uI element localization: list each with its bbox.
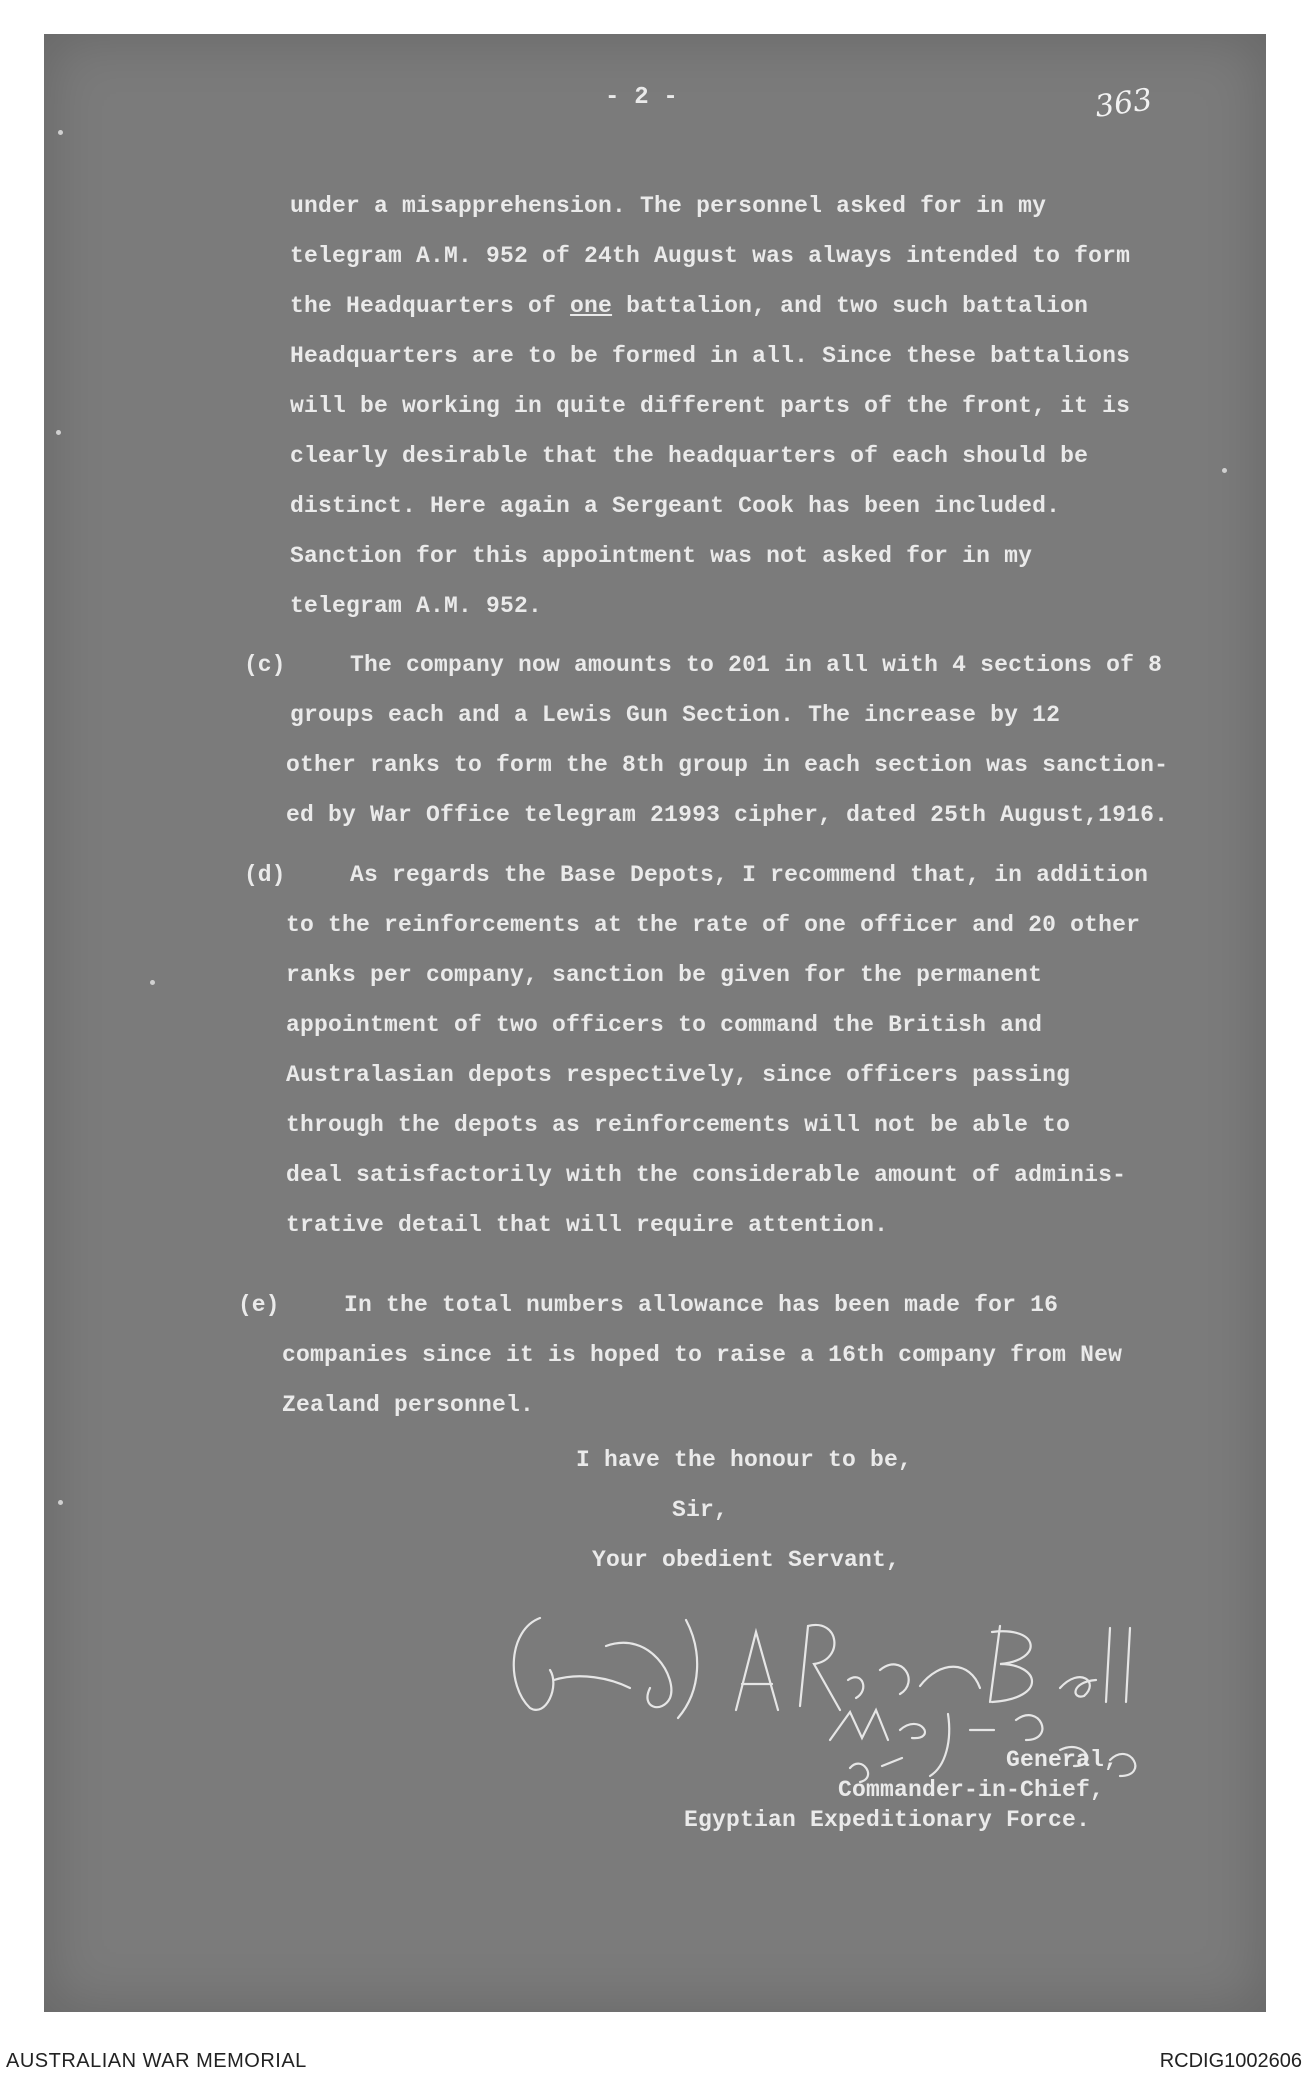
closing-honour: I have the honour to be, xyxy=(576,1447,913,1473)
page-number: - 2 - xyxy=(605,84,679,111)
text-line: telegram A.M. 952 of 24th August was always intended to form xyxy=(290,243,1131,269)
text-line: through the depots as reinforcements will not be able to xyxy=(286,1112,1071,1138)
text-line: under a misapprehension. The personnel asked for in my xyxy=(290,193,1047,219)
text-line: to the reinforcements at the rate of one officer and 20 other xyxy=(286,912,1141,938)
text-line: clearly desirable that the headquarters of each should be xyxy=(290,443,1089,469)
text-line: Zealand personnel. xyxy=(282,1392,535,1418)
text-line: trative detail that will require attention. xyxy=(286,1212,889,1238)
text-line: telegram A.M. 952. xyxy=(290,593,543,619)
signature-text-sgd: (Sgd) xyxy=(560,1596,564,1597)
text-line: appointment of two officers to command the British and xyxy=(286,1012,1043,1038)
footer-institution: AUSTRALIAN WAR MEMORIAL xyxy=(6,2050,307,2072)
paper-speck xyxy=(150,980,155,985)
text-line: Australasian depots respectively, since officers passing xyxy=(286,1062,1071,1088)
text-line: As regards the Base Depots, I recommend that, in addition xyxy=(350,862,1149,888)
text-line: companies since it is hoped to raise a 16th company from New xyxy=(282,1342,1123,1368)
text-line: The company now amounts to 201 in all with 4 sections of 8 xyxy=(350,652,1163,678)
text-line: groups each and a Lewis Gun Section. The increase by 12 xyxy=(290,702,1061,728)
text-line: Sanction for this appointment was not asked for in my xyxy=(290,543,1033,569)
text-line: the Headquarters of one battalion, and two such battalion xyxy=(290,293,1089,319)
text-line: ranks per company, sanction be given for the permanent xyxy=(286,962,1043,988)
text-line: ed by War Office telegram 21993 cipher, dated 25th August,1916. xyxy=(286,802,1169,828)
signature-title-eef: Egyptian Expeditionary Force. xyxy=(684,1807,1091,1833)
signature-title-cic: Commander-in-Chief, xyxy=(838,1777,1105,1803)
paper-speck xyxy=(1222,468,1227,473)
text-line: Headquarters are to be formed in all. Since these battalions xyxy=(290,343,1131,369)
underlined-word: one xyxy=(570,293,613,319)
text-line: distinct. Here again a Sergeant Cook has been included. xyxy=(290,493,1061,519)
signature-title-general: General, xyxy=(1006,1747,1119,1773)
closing-servant: Your obedient Servant, xyxy=(592,1547,901,1573)
paper-speck xyxy=(56,430,61,435)
paragraph-marker-c: (c) xyxy=(244,652,286,678)
text-line: will be working in quite different parts of the front, it is xyxy=(290,393,1131,419)
footer-record-id: RCDIG1002606 xyxy=(1159,2050,1302,2072)
paragraph-marker-d: (d) xyxy=(244,862,286,888)
text-line: other ranks to form the 8th group in each section was sanction- xyxy=(286,752,1169,778)
folio-number: 363 xyxy=(1092,82,1155,125)
closing-salutation: Sir, xyxy=(672,1497,729,1523)
paragraph-marker-e: (e) xyxy=(238,1292,280,1318)
paper-speck xyxy=(58,130,63,135)
text-line: deal satisfactorily with the considerable amount of adminis- xyxy=(286,1162,1127,1188)
paper-speck xyxy=(58,1500,63,1505)
text-line: In the total numbers allowance has been made for 16 xyxy=(344,1292,1059,1318)
